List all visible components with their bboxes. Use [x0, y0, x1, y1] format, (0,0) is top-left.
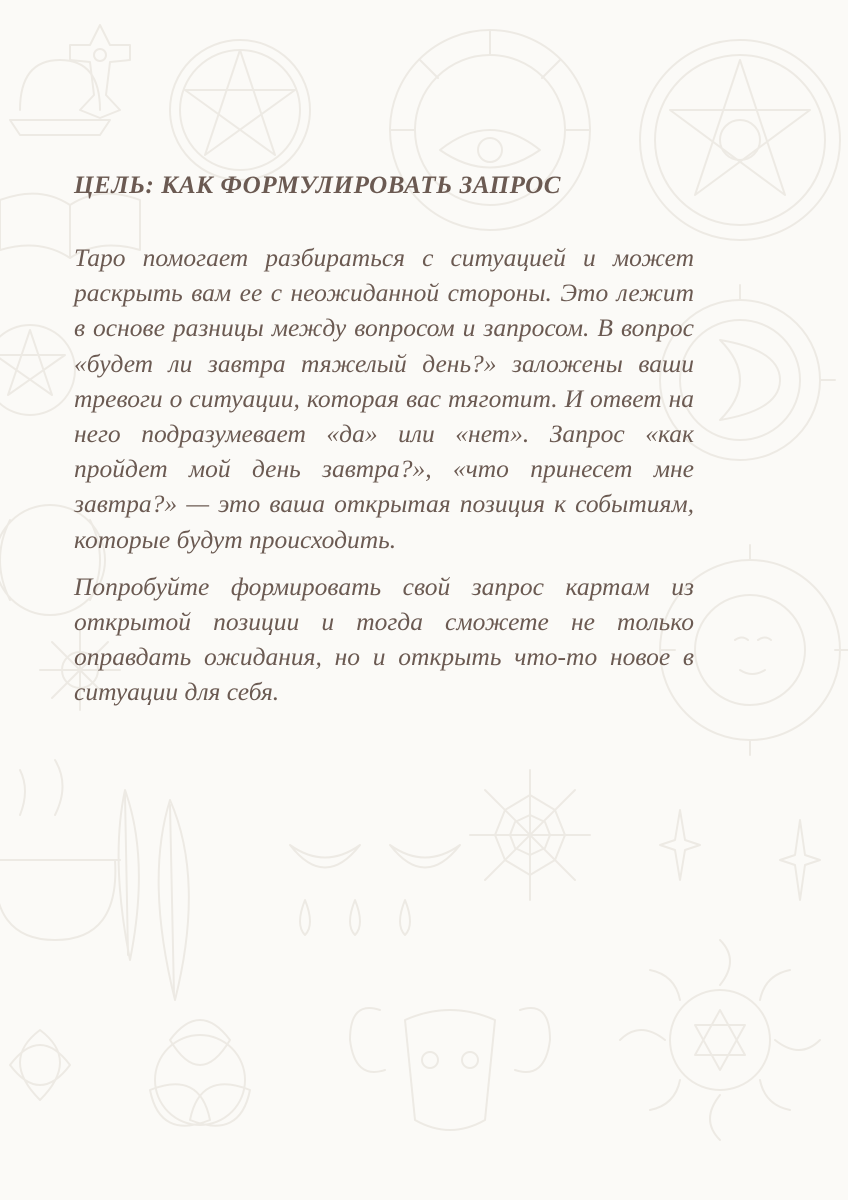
feather-icon: [159, 800, 189, 1000]
spider-web-icon: [470, 770, 590, 900]
pentagram-icon: [0, 325, 75, 415]
sun-icon: [620, 940, 820, 1140]
pentagram-icon: [170, 40, 310, 180]
section-heading: ЦЕЛЬ: КАК ФОРМУЛИРОВАТЬ ЗАПРОС: [74, 172, 562, 199]
ram-skull-icon: [350, 1008, 550, 1130]
paragraph: Попробуйте формировать свой запрос картам из открытой позиции и тогда сможете не только оправдать ожидания, но и открыть что-то новое в ситуации для себя.: [74, 571, 694, 707]
text-block: [74, 172, 774, 722]
teardrop-icon: [300, 900, 410, 935]
knot-icon: [10, 1030, 70, 1100]
crescent-icon: [290, 845, 460, 868]
cauldron-icon: [0, 760, 120, 940]
crystal-ball-icon: [10, 60, 110, 135]
star-icon: [660, 810, 820, 900]
triquetra-icon: [150, 1020, 250, 1126]
feather-icon: [119, 790, 139, 960]
paragraph: Таро помогает разбираться с ситуацией и может раскрыть вам ее с неожиданной стороны. Это лежит в основе разницы между вопросом и запросом. В вопрос «будет ли завтра тяжелый день?» заложены ваши тревоги о ситуации, которая вас тяготит. И ответ на него подразумевает «да» или «нет». Запрос «как пройдет мой день завтра?», «что принесет мне завтра?» — это ваша открытая позиция к событиям, которые будут происходить.: [74, 243, 694, 554]
